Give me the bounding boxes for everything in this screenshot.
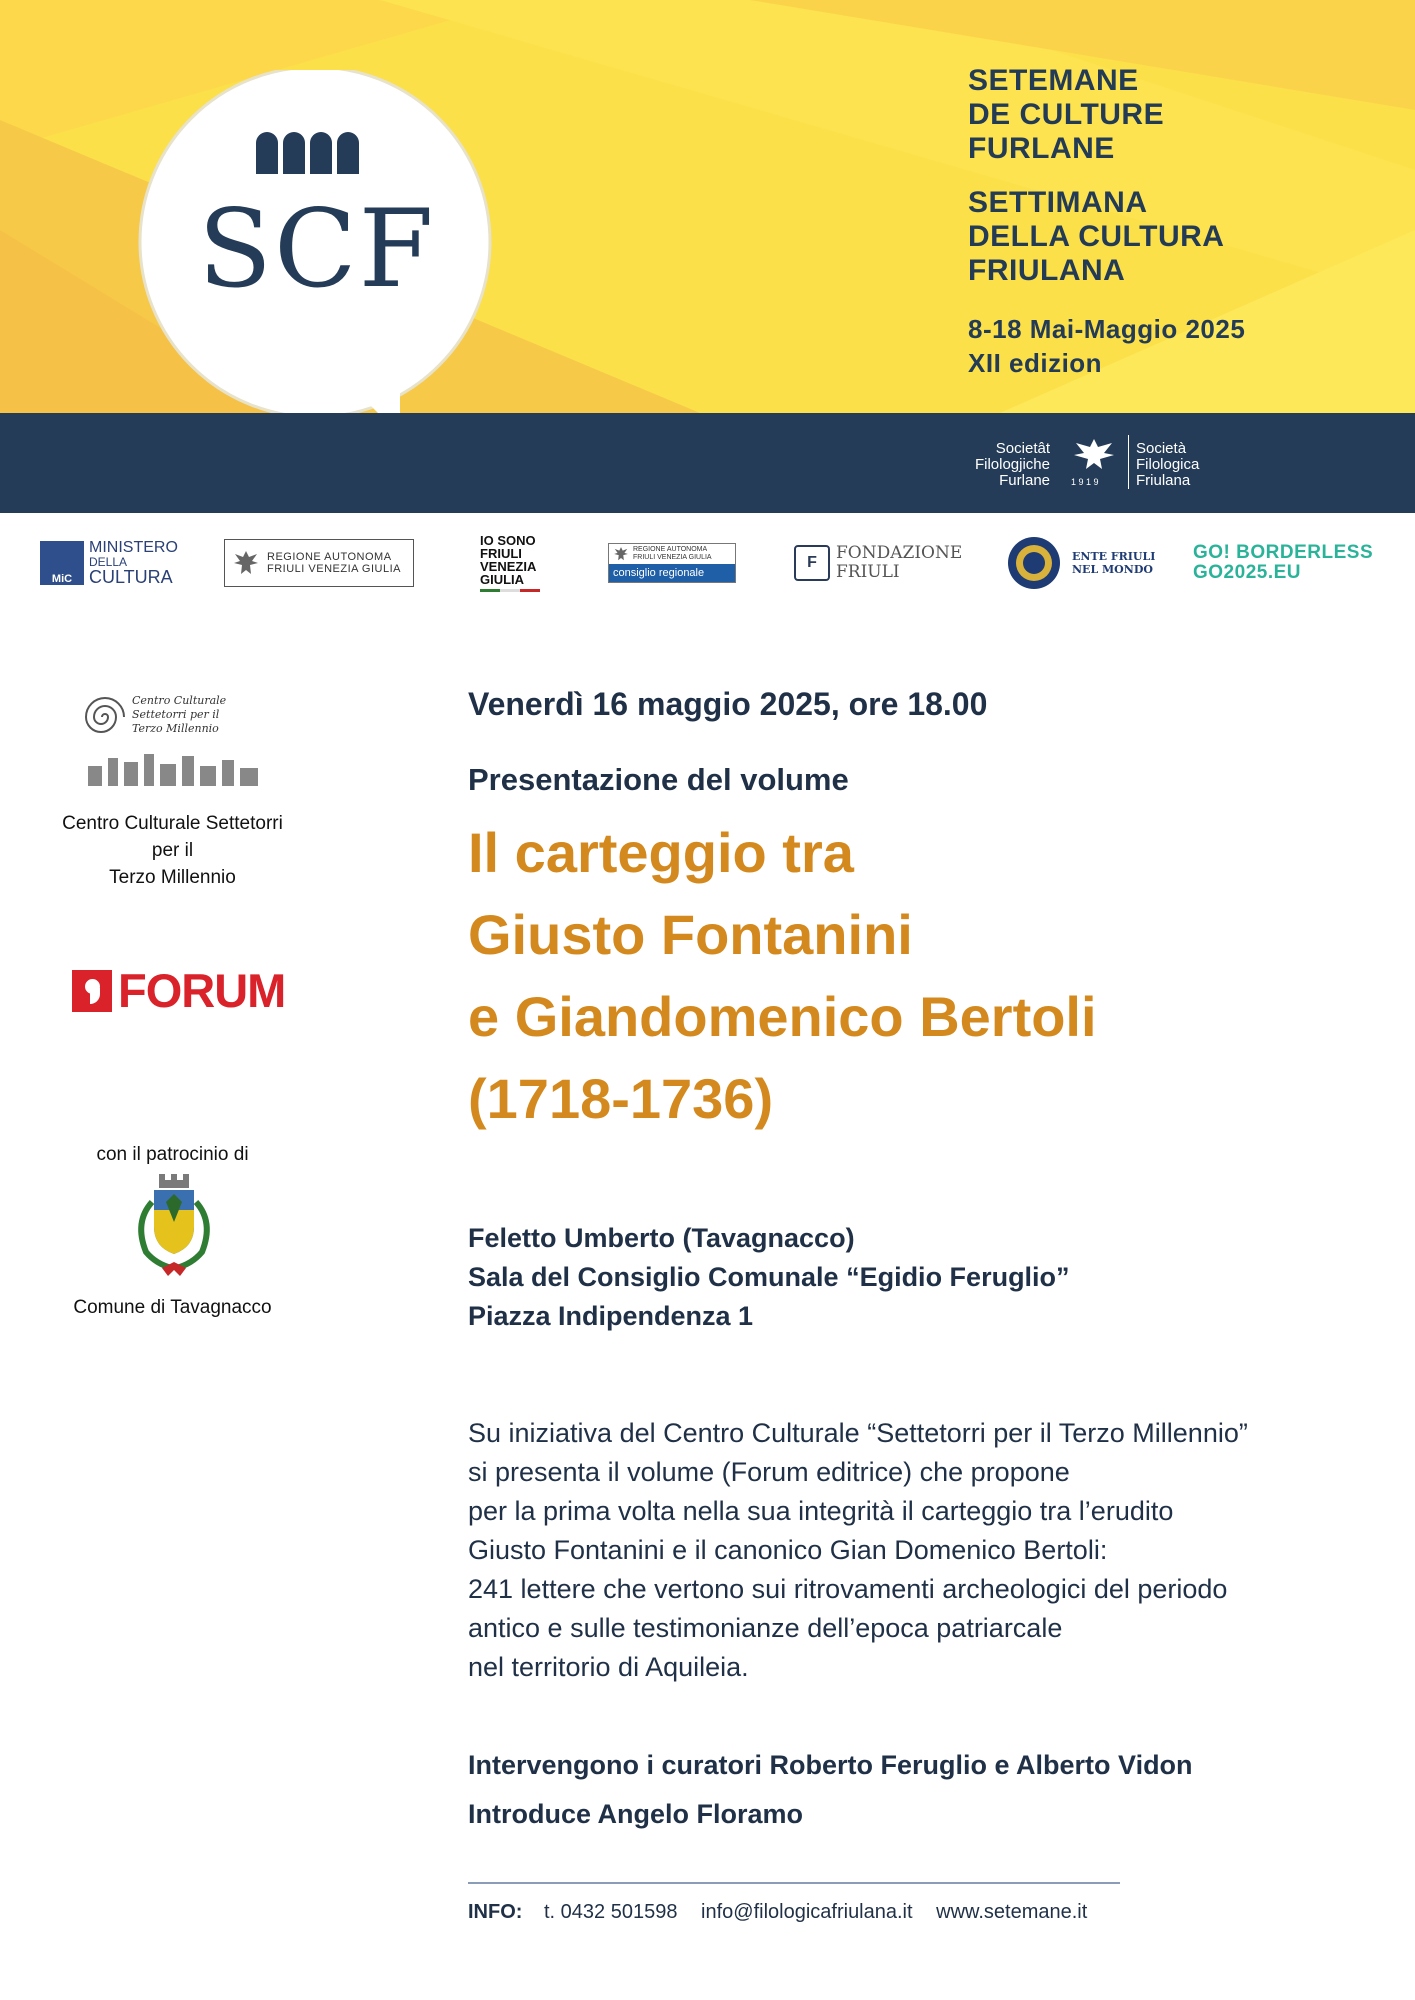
go-borderless-logo: GO! BORDERLESS GO2025.EU — [1193, 542, 1374, 583]
towers-skyline-icon — [86, 748, 262, 788]
centro-culturale-logo: Centro Culturale Settetorri per il Terzo Millennio — [82, 690, 262, 794]
regione-eagle-icon — [233, 549, 259, 577]
consiglio-regionale-logo: REGIONE AUTONOMA FRIULI VENEZIA GIULIA consiglio regionale — [608, 528, 736, 598]
io-sono-fvg-logo: IO SONO FRIULI VENEZIA GIULIA — [480, 528, 540, 598]
regione-fvg-logo: REGIONE AUTONOMA FRIULI VENEZIA GIULIA — [224, 528, 414, 598]
society-band — [0, 413, 1415, 513]
event-description: Su iniziativa del Centro Culturale “Settetorri per il Terzo Millennio” si presenta il volume (Forum editrice) che propone per la prima volta nella sua integrità il carteggio tra l’erudito Giusto Fontanini e il canonico Gian Domenico Bertoli: 241 lettere che vertono sui ritrovamenti archeologici del periodo antico e sulle testimonianze dell’epoca patriarcale nel territorio di Aquileia. — [468, 1418, 1248, 1682]
header-banner — [0, 0, 1415, 413]
fondazione-icon: F — [794, 545, 830, 581]
festival-name-italian: SETTIMANA DELLA CULTURA FRIULANA — [968, 186, 1225, 287]
comune-tavagnacco-label: Comune di Tavagnacco — [73, 1297, 272, 1318]
event-location: Feletto Umberto (Tavagnacco) Sala del Consiglio Comunale “Egidio Feruglio” Piazza Indipendenza 1 — [468, 1223, 1070, 1331]
festival-dates: 8-18 Mai-Maggio 2025 XII edizion — [968, 314, 1246, 378]
info-divider — [468, 1882, 1120, 1884]
spiral-icon — [82, 694, 128, 740]
book-title: Il carteggio tra Giusto Fontanini e Giandomenico Bertoli (1718-1736) — [468, 821, 1097, 1130]
society-name-italian: Società Filologica Friulana — [1136, 440, 1200, 489]
festival-name-friulian: SETEMANE DE CULTURE FURLANE — [968, 64, 1165, 165]
event-subtitle: Presentazione del volume — [468, 762, 849, 797]
ente-friuli-nel-mondo-logo: ENTE FRIULI NEL MONDO — [1006, 528, 1155, 598]
forum-mark-icon — [72, 970, 112, 1012]
scf-logo-text: SCF — [198, 187, 436, 312]
centro-culturale-caption: Centro Culturale Settetorri per il Terzo Millennio — [62, 813, 283, 888]
info-email-link[interactable]: info@filologicafriulana.it — [701, 1901, 913, 1923]
event-date-time: Venerdì 16 maggio 2025, ore 18.00 — [468, 686, 988, 722]
info-line — [468, 1897, 1087, 1927]
consiglio-eagle-icon — [613, 546, 629, 562]
info-phone: t. 0432 501598 — [544, 1901, 678, 1923]
event-introduction: Introduce Angelo Floramo — [468, 1799, 804, 1829]
society-divider — [1128, 435, 1129, 489]
info-label: INFO: — [468, 1901, 523, 1923]
ministero-cultura-logo: MiC MINISTERO DELLA CULTURA — [40, 528, 178, 598]
ente-globe-icon — [1006, 535, 1062, 591]
tavagnacco-coat-of-arms-icon — [124, 1172, 224, 1282]
forum-editrice-logo: FORUM — [72, 970, 285, 1012]
info-website-link[interactable]: www.setemane.it — [936, 1901, 1088, 1923]
society-name-friulian: Societât Filologjiche Furlane — [974, 440, 1050, 489]
fondazione-friuli-logo: F FONDAZIONE FRIULI — [794, 528, 962, 598]
patrocinio-label: con il patrocinio di — [96, 1144, 249, 1165]
society-year: 1 9 1 9 — [1071, 477, 1099, 487]
event-speakers: Intervengono i curatori Roberto Feruglio e Alberto Vidon — [468, 1750, 1193, 1780]
eagle-icon — [1072, 437, 1116, 473]
